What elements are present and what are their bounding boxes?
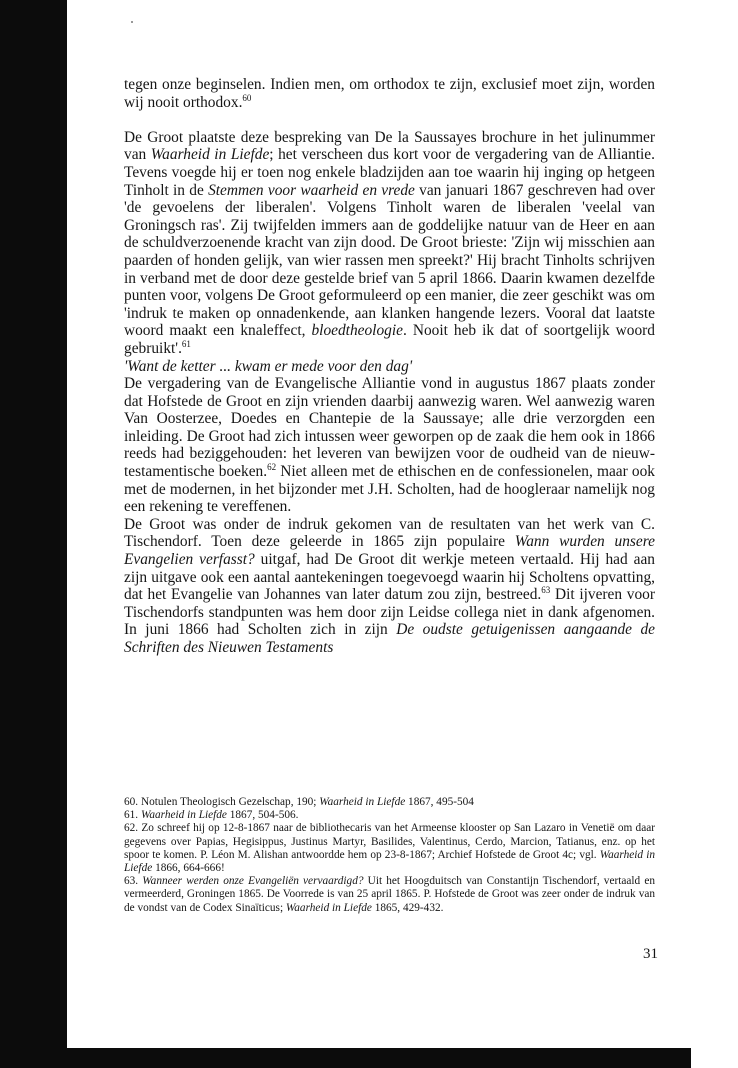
- footnote-ref-61[interactable]: 61: [181, 338, 191, 349]
- section-subheading: 'Want de ketter ... kwam er mede voor den dag': [124, 357, 413, 375]
- footnote-ref-60[interactable]: 60: [242, 92, 252, 103]
- scan-border-left: [0, 0, 67, 1068]
- footnote-ref-63[interactable]: 63: [541, 585, 551, 596]
- paragraph-3: De vergadering van de Evangelische Alliantie vond in augustus 1867 plaats zonder dat Hofstede de Groot en zijn vrienden daarbij aanwezig waren. Wel aanwezig waren Van Oosterzee, Doedes en Chantepie de la Saussaye; alle drie verzorgden een inleiding. De Groot had zich intussen weer geworpen op de zaak die hem ook in 1866 reeds had beziggehouden: het leveren van bewijzen voor de oudheid van de nieuw-testamentische boeken.$^{62}$ Niet alleen met de ethischen en de confessionelen, maar ook met de modernen, in het bijzonder met J.H. Scholten, had de hoogleraar namelijk nog een rekening te vereffenen.: [124, 375, 655, 516]
- footnote-63: 63. Wanneer werden onze Evangeliën vervaardigd? Uit het Hoogduitsch van Constantijn Tischendorf, vertaald en vermeerderd, Groningen 1865. De Voorrede is van 25 april 1865. P. Hofstede de Groot was zeer onder de indruk van de vondst van de Codex Sinaïticus; Waarheid in Liefde 1865, 429-432.: [124, 875, 656, 914]
- footnotes: [124, 796, 655, 915]
- scan-speck: [131, 21, 133, 23]
- body-text: [124, 76, 655, 657]
- scan-border-bottom: [67, 1048, 691, 1068]
- paragraph-1: tegen onze beginselen. Indien men, om orthodox te zijn, exclusief moet zijn, worden wij nooit orthodox.$^{60}$: [124, 76, 655, 111]
- footnote-62: 62. Zo schreef hij op 12-8-1867 naar de bibliothecaris van het Armeense klooster op San Lazaro in Venetië om daar gegevens over Papias, Hegisippus, Justinus Martyr, Basilides, Valentinus, Cerdo, Marcion, Tatianus, enz. op het spoor te komen. P. Léon M. Alishan antwoordde hem op 23-8-1867; Archief Hofstede de Groot 4c; vgl. Waarheid in Liefde 1866, 664-666!: [124, 822, 655, 875]
- page-number: 31: [643, 946, 658, 962]
- paragraph-2: De Groot plaatste deze bespreking van De la Saussayes brochure in het julinummer van Waarheid in Liefde; het verscheen dus kort voor de vergadering van de Alliantie. Tevens voegde hij er toen nog enkele bladzijden aan toe waarin hij inging op hetgeen Tinholt in de Stemmen voor waarheid en vrede van januari 1867 geschreven had over 'de gevoelens der liberalen'. Volgens Tinholt waren de liberalen 'veelal van Groningsch ras'. Zij twijfelden immers aan de goddelijke natuur van de Heer en aan de schuldverzoenende kracht van zijn dood. De Groot brieste: 'Zijn wij misschien aan paarden of honden gelijk, van wier rassen men spreekt?' Hij bracht Tinholts schrijven in verband met de door deze gestelde brief van 5 april 1866. Daarin kwamen dezelfde punten voor, volgens De Groot geformuleerd op een manier, die zeer geschikt was om 'indruk te maken op onnadenkende, aan klanken hangende lezers. Vooral dat laatste woord maakt een knaleffect, bloedtheologie. Nooit heb ik dat of soortgelijk woord gebruikt'.$^{61}$: [124, 128, 655, 357]
- footnote-61: 61. Waarheid in Liefde 1867, 504-506.: [124, 809, 299, 822]
- footnote-ref-62[interactable]: 62: [267, 462, 277, 473]
- paragraph-4: De Groot was onder de indruk gekomen van de resultaten van het werk van C. Tischendorf. Toen deze geleerde in 1865 zijn populaire Wann wurden unsere Evangelien verfasst? uitgaf, had De Groot dit werkje meteen vertaald. Hij had aan zijn uitgave ook een aantal aantekeningen toegevoegd waarin hij Scholtens opvatting, dat het Evangelie van Johannes van later datum zou zijn, bestreed.$^{63}$ Dit ijveren voor Tischendorfs standpunten was hem door zijn Leidse collega niet in dank afgenomen. In juni 1866 had Scholten zich in zijn De oudste getuigenissen aangaande de Schriften des Nieuwen Testaments: [124, 515, 656, 656]
- footnote-60: 60. Notulen Theologisch Gezelschap, 190; Waarheid in Liefde 1867, 495-504: [124, 796, 474, 808]
